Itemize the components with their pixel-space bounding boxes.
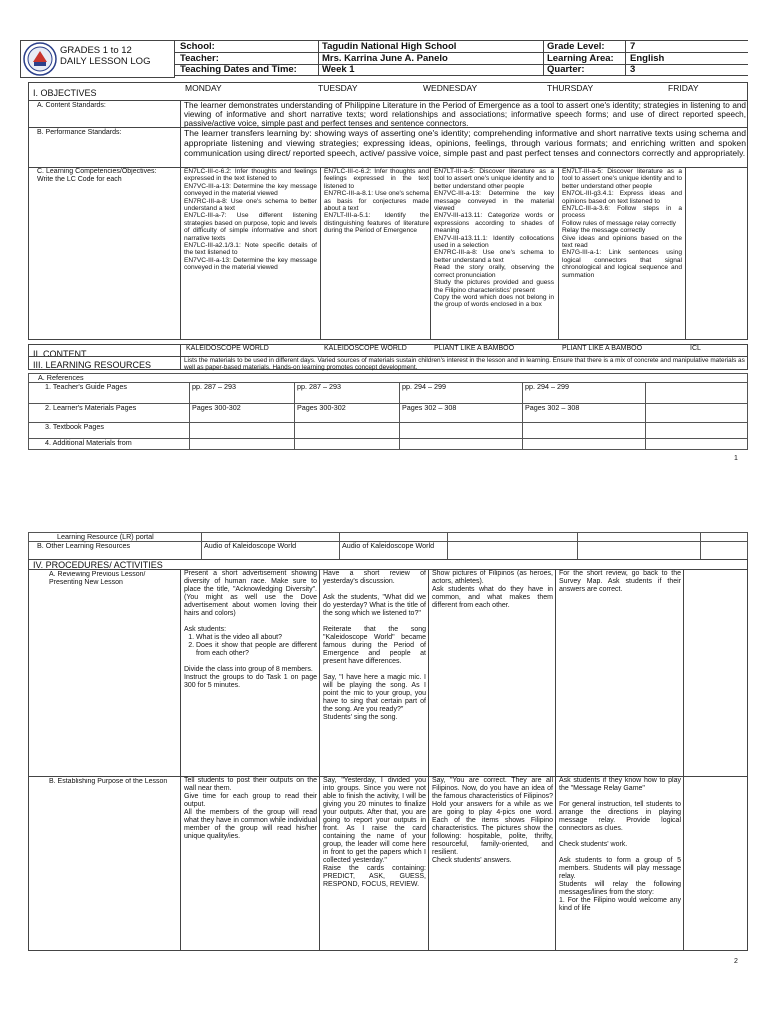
content-wednesday: PLIANT LIKE A BAMBOO [434, 345, 515, 352]
procedure-a-wednesday: Show pictures of Filipinos (as heroes, actors, athletes). Ask students what do they have in common, and what makes them different from each other. [432, 570, 553, 609]
other-resources-tuesday: Audio of Kaleidoscope World [340, 542, 448, 560]
resources-continued-table [28, 532, 748, 560]
competencies-wednesday: EN7LT-III-a-5: Discover literature as a tool to assert one's unique identity and to better understand other people EN7VC-III-a-13: Determine the key message conveyed in the material viewed EN7V-III-a13.11: Categorize words or expressions according to shades of meaning EN7V-III-a13.11.1: Identify collocations used in a selection EN7RC-III-a-8: Use one's schema to better understand a text Read the story orally, observing the correct pronunciation Study the pictures provided and guess the Filipino characteristics' present Copy the word which does not belong in the group of words enclosed in a box [434, 168, 554, 309]
other-resources-monday: Audio of Kaleidoscope World [202, 542, 340, 560]
teacher-label: Teacher: [180, 53, 219, 64]
other-resources-label: B. Other Learning Resources [29, 542, 202, 560]
performance-standards-text: The learner transfers learning by: showing ways of asserting one's identity; comprehending informative and short narrative texts using schema and appropriate listening and viewing strategies; expressing ideas, opinions, feelings, through various formats; and enriching written and spoken communication using direct/ reported speech, active/ passive voice, simple past and past perfect tenses and connectors correctly and appropriately. [184, 128, 746, 158]
school-label: School: [180, 41, 215, 52]
lm-monday: Pages 300-302 [190, 404, 295, 423]
header-title-line1: GRADES 1 to 12 [60, 45, 132, 56]
procedure-a-monday-ask: Ask students: [184, 626, 227, 633]
references-label: A. References [29, 374, 748, 383]
competencies-tuesday: EN7LC-III-c-6.2: Infer thoughts and feelings expressed in the text listened to EN7RC-III-a-8.1: Use one's schema as basis for conjectures made about a text EN7LT-III-a-5.1: Identify the distinguishing features of literature during the Period of Emergence [324, 168, 429, 235]
quarter-label: Quarter: [547, 64, 585, 75]
lm-friday [646, 404, 748, 423]
day-thursday: THURSDAY [547, 83, 594, 93]
dates-value: Week 1 [322, 64, 355, 75]
procedure-b-monday: Tell students to post their outputs on the wall near them. Give time for each group to read their output. All the members of the group will read what they have in common while individual member of the group will read his/her unique quality/ies. [184, 777, 317, 840]
additional-materials-label: 4. Additional Materials from [29, 439, 190, 450]
references-table [28, 373, 748, 450]
learning-area-label: Learning Area: [547, 53, 614, 64]
content-thursday: PLIANT LIKE A BAMBOO [562, 345, 643, 352]
day-friday: FRIDAY [668, 83, 699, 93]
procedure-b-label: B. Establishing Purpose of the Lesson [49, 778, 168, 785]
procedure-a-monday-intro: Present a short advertisement showing diversity of human race. Make sure to place the title, "Acknowledging Diversity". (You might as well use the Dove advertisement about women loving their hairs and colors) [184, 570, 317, 617]
tg-tuesday: pp. 287 – 293 [295, 383, 400, 404]
learning-resources-heading: III. LEARNING RESOURCES [33, 360, 152, 370]
learning-area-value: English [630, 53, 665, 64]
competencies-monday: EN7LC-III-c-6.2: Infer thoughts and feelings expressed in the text listened to EN7VC-III-a-13: Determine the key message conveyed in the material viewed EN7RC-III-a-8: Use one's schema to better understand a text EN7LC-III-a-7: Use different listening strategies based on purpose, topic and levels of difficulty of simple informative and short narrative texts EN7LC-III-a2.1/3.1: Note specific details of the text listened to EN7VC-III-a-13: Determine the key message conveyed in the material viewed [184, 168, 317, 272]
additional-materials-label-cont: Learning Resource (LR) portal [29, 533, 202, 542]
learners-materials-label: 2. Learner's Materials Pages [29, 404, 190, 423]
header-title-line2: DAILY LESSON LOG [60, 56, 151, 67]
grade-level-label: Grade Level: [547, 41, 605, 52]
tg-thursday: pp. 294 – 299 [523, 383, 646, 404]
day-wednesday: WEDNESDAY [423, 83, 478, 93]
procedures-heading: IV. PROCEDURES/ ACTIVITIES [33, 560, 163, 570]
content-friday: ICL [690, 345, 701, 352]
procedure-b-thursday: Ask students if they know how to play the "Message Relay Game" For general instruction, tell students to arrange the directions in playing message relay. Provide logical connectors as clues. Check students' work. Ask students to form a group of 5 members. Students will play message relay. Students will relay the following messages/lines from the story: 1. For the Filipino would welcome any kind of life [559, 777, 681, 912]
performance-standards-label: B. Performance Standards: [37, 129, 122, 136]
procedure-a-monday-q1: 1. What is the video all about? [196, 634, 317, 642]
content-standards-label: A. Content Standards: [37, 102, 106, 109]
textbook-pages-label: 3. Textbook Pages [29, 423, 190, 439]
page-number-1: 1 [734, 455, 738, 462]
teacher-value: Mrs. Karrina June A. Panelo [322, 53, 448, 64]
dates-label: Teaching Dates and Time: [180, 64, 297, 75]
lm-thursday: Pages 302 – 308 [523, 404, 646, 423]
day-monday: MONDAY [185, 83, 222, 93]
competencies-label: C. Learning Competencies/Objectives: Write the LC Code for each [37, 168, 157, 183]
learning-resources-note: Lists the materials to be used in different days. Varied sources of materials sustain children's interest in the lesson and in learning. Ensure that there is a mix of concrete and manipulative materials as well as paper-based materials. Hands-on learning promotes concept development. [184, 357, 745, 371]
tg-wednesday: pp. 294 – 299 [400, 383, 523, 404]
procedure-b-tuesday: Say, "Yesterday, I divided you into groups. Since you were not able to finish the activity, I will be giving you 20 minutes to finalize your outputs. After that, you are going to report your outputs in front. As I raise the card containing the name of your group, the leader will come here in front to get the papers which I collected yesterday." Raise the cards containing: PREDICT, ASK, GUESS, RESPOND, FOCUS, REVIEW. [323, 777, 426, 888]
tg-monday: pp. 287 – 293 [190, 383, 295, 404]
day-tuesday: TUESDAY [318, 83, 358, 93]
content-heading: II. CONTENT [33, 349, 87, 359]
procedure-a-tuesday: Have a short review of yesterday's discussion. Ask the students, "What did we do yesterday? What is the title of the song which we listened to?" Reiterate that the song "Kaleidoscope World" became famous during the Period of Emergence and people at present have differences. Say, "I have here a magic mic. I will be playing the song. As I point the mic to your group, you have to sing that certain part of the song. Are you ready?" Students' sing the song. [323, 570, 426, 721]
lm-wednesday: Pages 302 – 308 [400, 404, 523, 423]
school-value: Tagudin National High School [322, 41, 457, 52]
procedure-a-label: A. Reviewing Previous Lesson/ Presenting New Lesson [49, 571, 146, 586]
quarter-value: 3 [630, 64, 636, 75]
procedure-a-monday-groups: Divide the class into group of 8 members. Instruct the groups to do Task 1 on page 300 for 5 minutes. [184, 666, 317, 689]
procedure-b-wednesday: Say, "You are correct. They are all Filipinos. Now, do you have an idea of the famous characteristics of Filipinos? Hold your answers for a while as we are going to play 4-pics one word. Each of the items shows Filipino characteristics. The pictures show the following: hospitable, polite, thrifty, resourceful, family-oriented, and resilient. Check students' answers. [432, 777, 553, 864]
page-number-2: 2 [734, 958, 738, 965]
teachers-guide-label: 1. Teacher's Guide Pages [29, 383, 190, 404]
procedure-a-monday [184, 570, 317, 690]
grade-level-value: 7 [630, 41, 636, 52]
content-standards-text: The learner demonstrates understanding of Philippine Literature in the Period of Emergence as a tool to assert one's identity; strategies in listening to and viewing of informative and short narrative texts; word relationships and associations; informative speech forms; and use of direct reported speech, passive/active voice, simple past and perfect tenses and sentence connectors. [184, 101, 746, 128]
tg-friday [646, 383, 748, 404]
objectives-heading: I. OBJECTIVES [33, 88, 97, 98]
procedure-a-monday-q2: 2. Does it show that people are different from each other? [196, 642, 317, 658]
content-tuesday: KALEIDOSCOPE WORLD [324, 345, 407, 352]
procedure-a-thursday: For the short review, go back to the Survey Map. Ask students if their answers are correct. [559, 570, 681, 593]
lm-tuesday: Pages 300-302 [295, 404, 400, 423]
content-monday: KALEIDOSCOPE WORLD [186, 345, 269, 352]
competencies-thursday: EN7LT-III-a-5: Discover literature as a tool to assert one's unique identity and to better understand other people EN7OL-III-g3.4.1: Express ideas and opinions based on text listened to EN7LC-III-a-3.6: Follow steps in a process Follow rules of message relay correctly Relay the message correctly Give ideas and opinions based on the text read EN7G-III-a-1: Link sentences using logical connectors that signal chronological and logical sequence and summation [562, 168, 682, 279]
